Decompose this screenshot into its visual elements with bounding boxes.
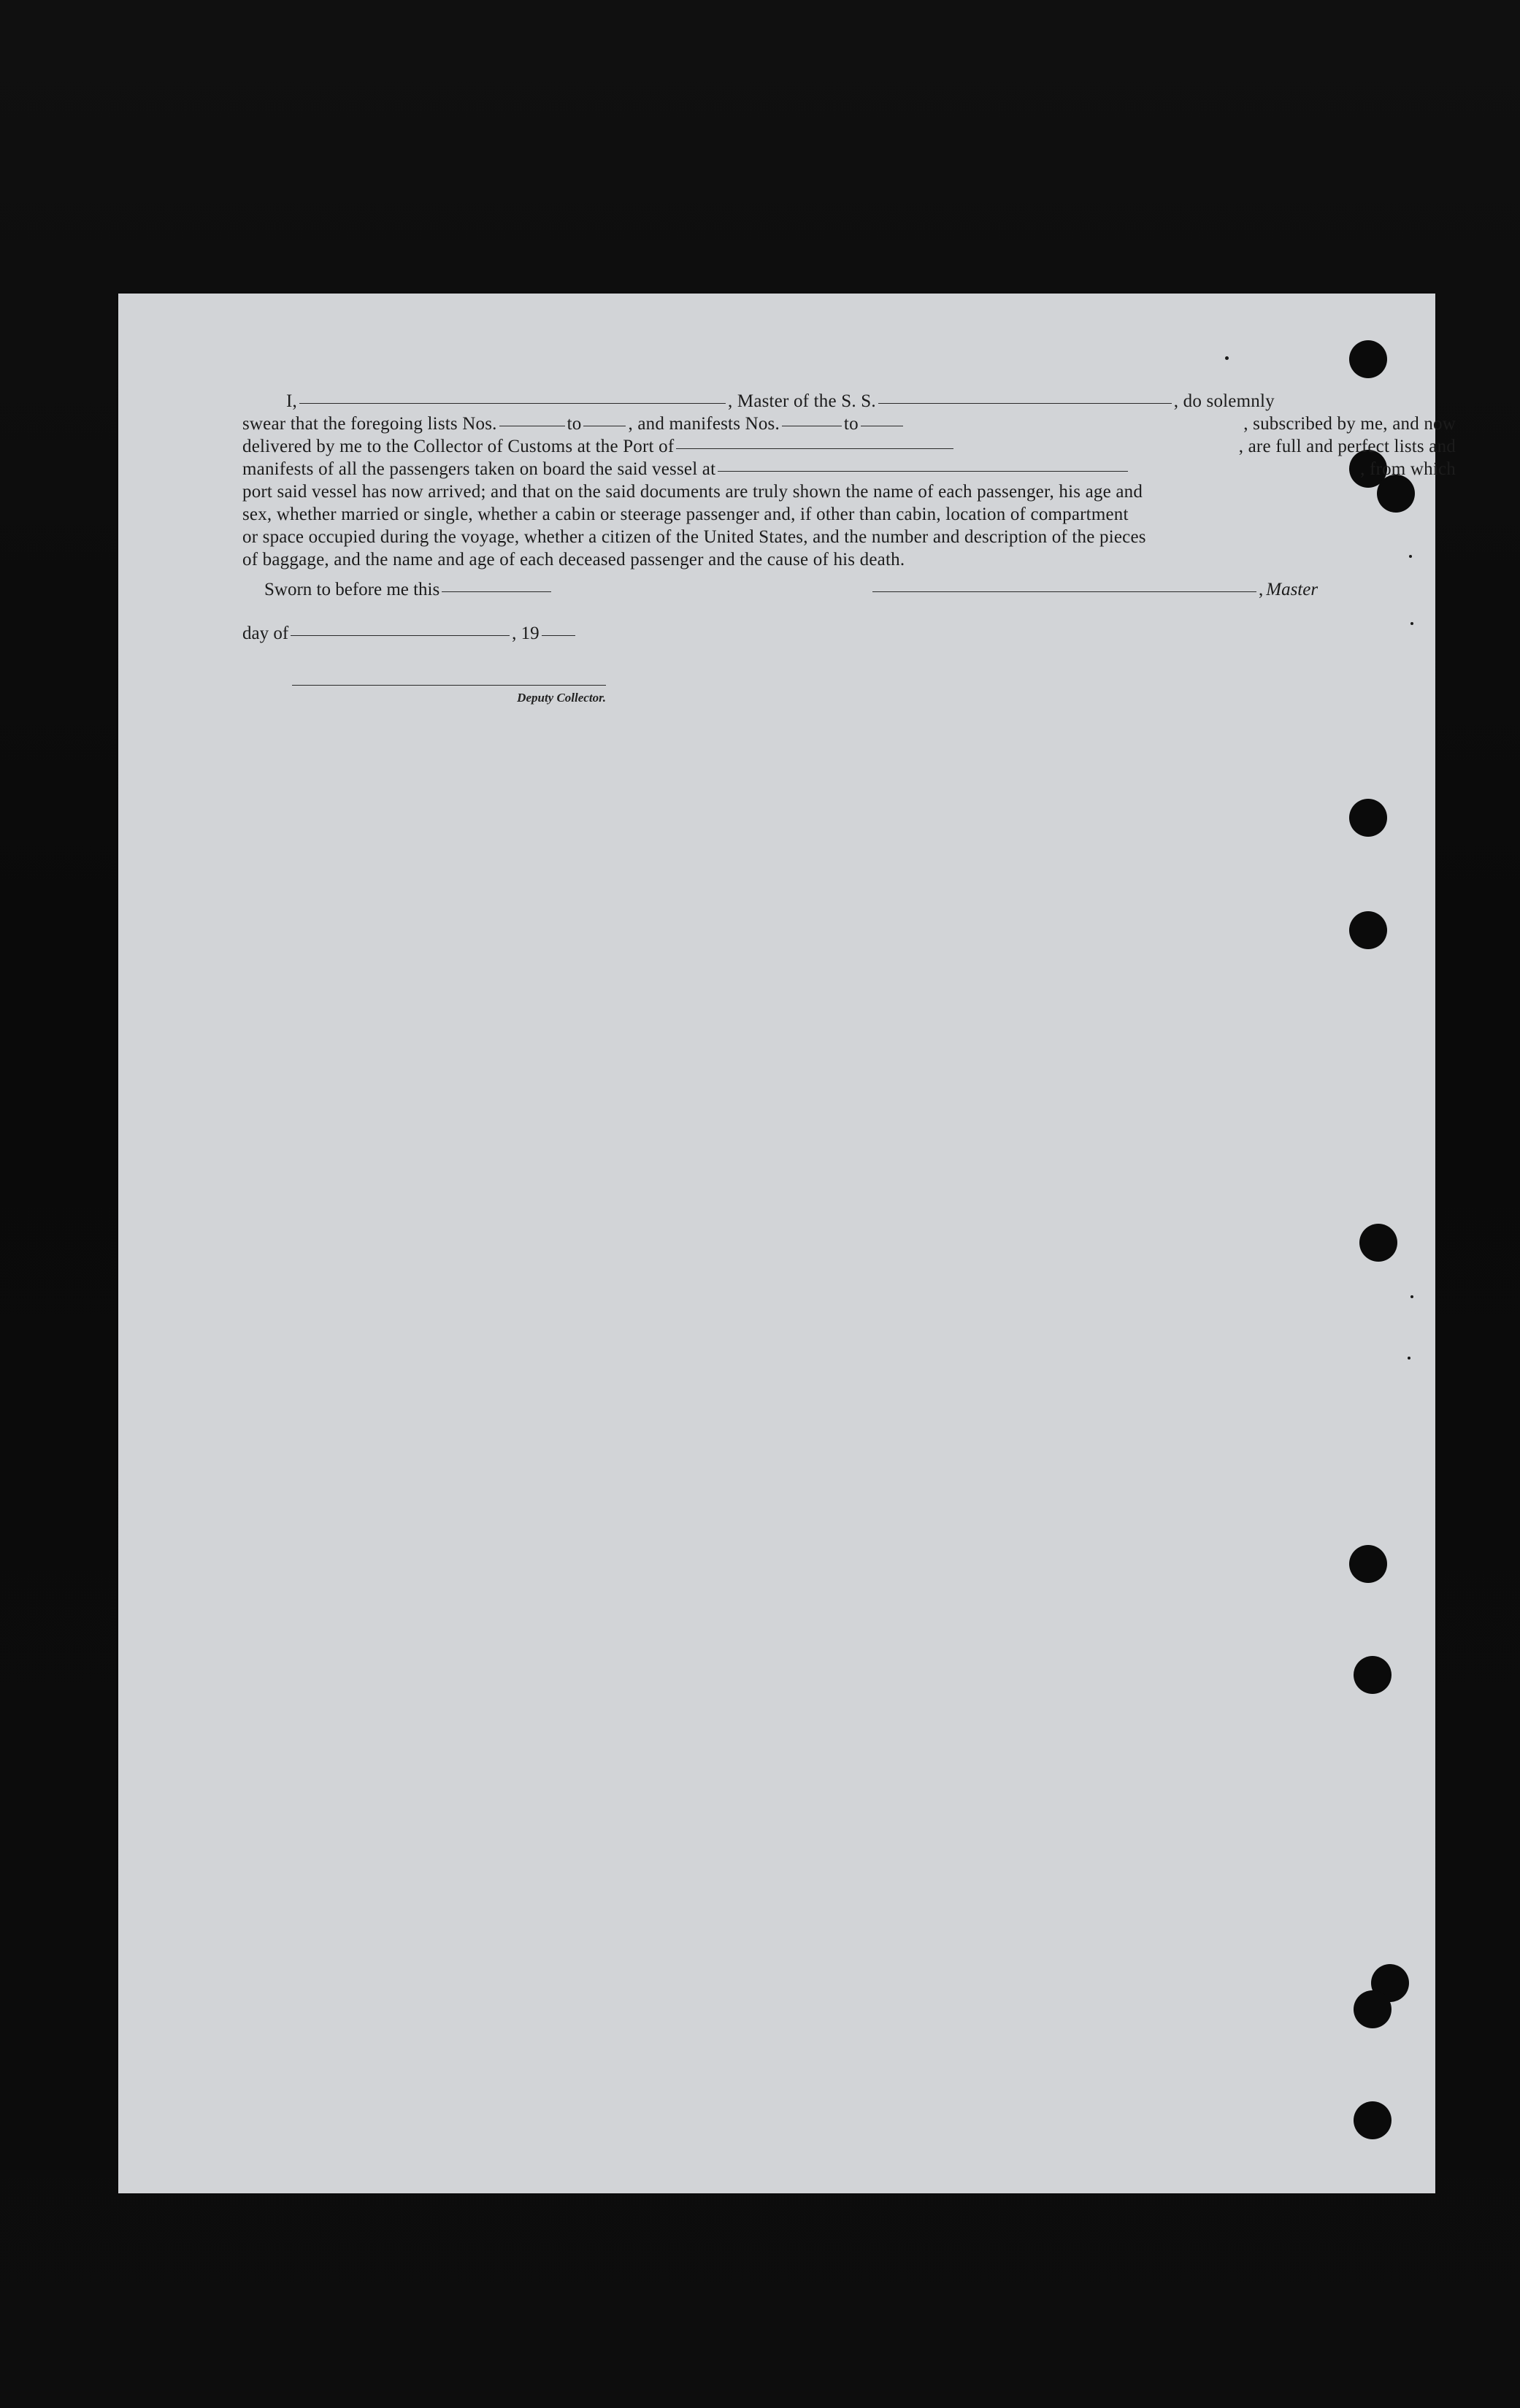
oath-line-1 xyxy=(242,390,1456,413)
oath-line-3 xyxy=(242,435,1456,458)
punch-hole xyxy=(1354,2101,1392,2139)
oath-full-perfect: , are full and perfect lists and xyxy=(1238,437,1456,456)
oath-do-solemnly: , do solemnly xyxy=(1173,391,1275,411)
oath-manifests-all: manifests of all the passengers taken on board the said vessel at xyxy=(242,459,716,479)
master-oath-paragraph xyxy=(242,390,1456,571)
oath-delivered: delivered by me to the Collector of Customs at the Port of xyxy=(242,437,675,456)
year-blank xyxy=(542,634,575,636)
year-prefix: , 19 xyxy=(512,624,540,643)
paper-speck xyxy=(1225,356,1229,360)
oath-line-8-text: of baggage, and the name and age of each deceased passenger and the cause of his death. xyxy=(242,550,905,570)
oath-and-manifests: , and manifests Nos. xyxy=(628,414,780,434)
sworn-day-blank xyxy=(442,591,551,592)
punch-hole xyxy=(1349,340,1387,378)
master-name-blank xyxy=(299,402,726,404)
punch-hole xyxy=(1349,799,1387,837)
port-blank xyxy=(676,448,953,449)
oath-line-7-text: or space occupied during the voyage, whether a citizen of the United States, and the number and description of the pieces xyxy=(242,527,1146,547)
manifest-to-blank xyxy=(861,425,903,426)
ship-name-blank xyxy=(878,402,1172,404)
passenger-manifest-back-page xyxy=(118,294,1456,2193)
oath-i: I, xyxy=(286,391,297,411)
oath-line-6-text: sex, whether married or single, whether a cabin or steerage passenger and, if other than cabin, location of compartment xyxy=(242,505,1129,524)
master-comma: , xyxy=(1259,580,1264,599)
list-from-blank xyxy=(499,425,565,426)
punch-hole xyxy=(1359,1224,1397,1262)
month-blank xyxy=(291,634,510,636)
master-role-label: Master xyxy=(1266,580,1319,599)
oath-subscribed: , subscribed by me, and now xyxy=(1243,414,1456,434)
oath-line-8 xyxy=(242,548,1456,571)
oath-line-6 xyxy=(242,503,1456,526)
list-to-blank xyxy=(583,425,626,426)
deputy-collector-label: Deputy Collector. xyxy=(517,691,606,705)
oath-line-5 xyxy=(242,480,1456,503)
punch-hole xyxy=(1354,1656,1392,1694)
paper-speck xyxy=(1410,622,1413,625)
punch-hole xyxy=(1354,1990,1392,2028)
oath-line-7 xyxy=(242,526,1456,548)
manifest-from-blank xyxy=(782,425,842,426)
oath-line-5-text: port said vessel has now arrived; and that on the said documents are truly shown the name of each passenger, his age and xyxy=(242,482,1143,502)
oath-swear-lists: swear that the foregoing lists Nos. xyxy=(242,414,497,434)
day-of-row xyxy=(242,624,577,644)
sworn-label: Sworn to before me this xyxy=(264,580,440,599)
paper-speck xyxy=(1410,1295,1413,1298)
paper-speck xyxy=(1408,1357,1410,1360)
oath-master-of-ss: , Master of the S. S. xyxy=(727,391,876,411)
day-of-label: day of xyxy=(242,624,289,643)
punch-hole xyxy=(1349,1545,1387,1583)
oath-to-2: to xyxy=(843,414,859,434)
master-signature-row xyxy=(870,580,1318,600)
punch-hole xyxy=(1349,911,1387,949)
deputy-collector-signature-line xyxy=(292,685,606,686)
embarkation-port-blank xyxy=(718,470,1128,472)
master-signature-blank xyxy=(872,591,1256,592)
oath-to-1: to xyxy=(567,414,582,434)
oath-line-4 xyxy=(242,458,1456,480)
oath-line-2 xyxy=(242,413,1456,435)
sworn-before-row xyxy=(264,580,553,600)
oath-from-which: , from which xyxy=(1360,459,1456,479)
